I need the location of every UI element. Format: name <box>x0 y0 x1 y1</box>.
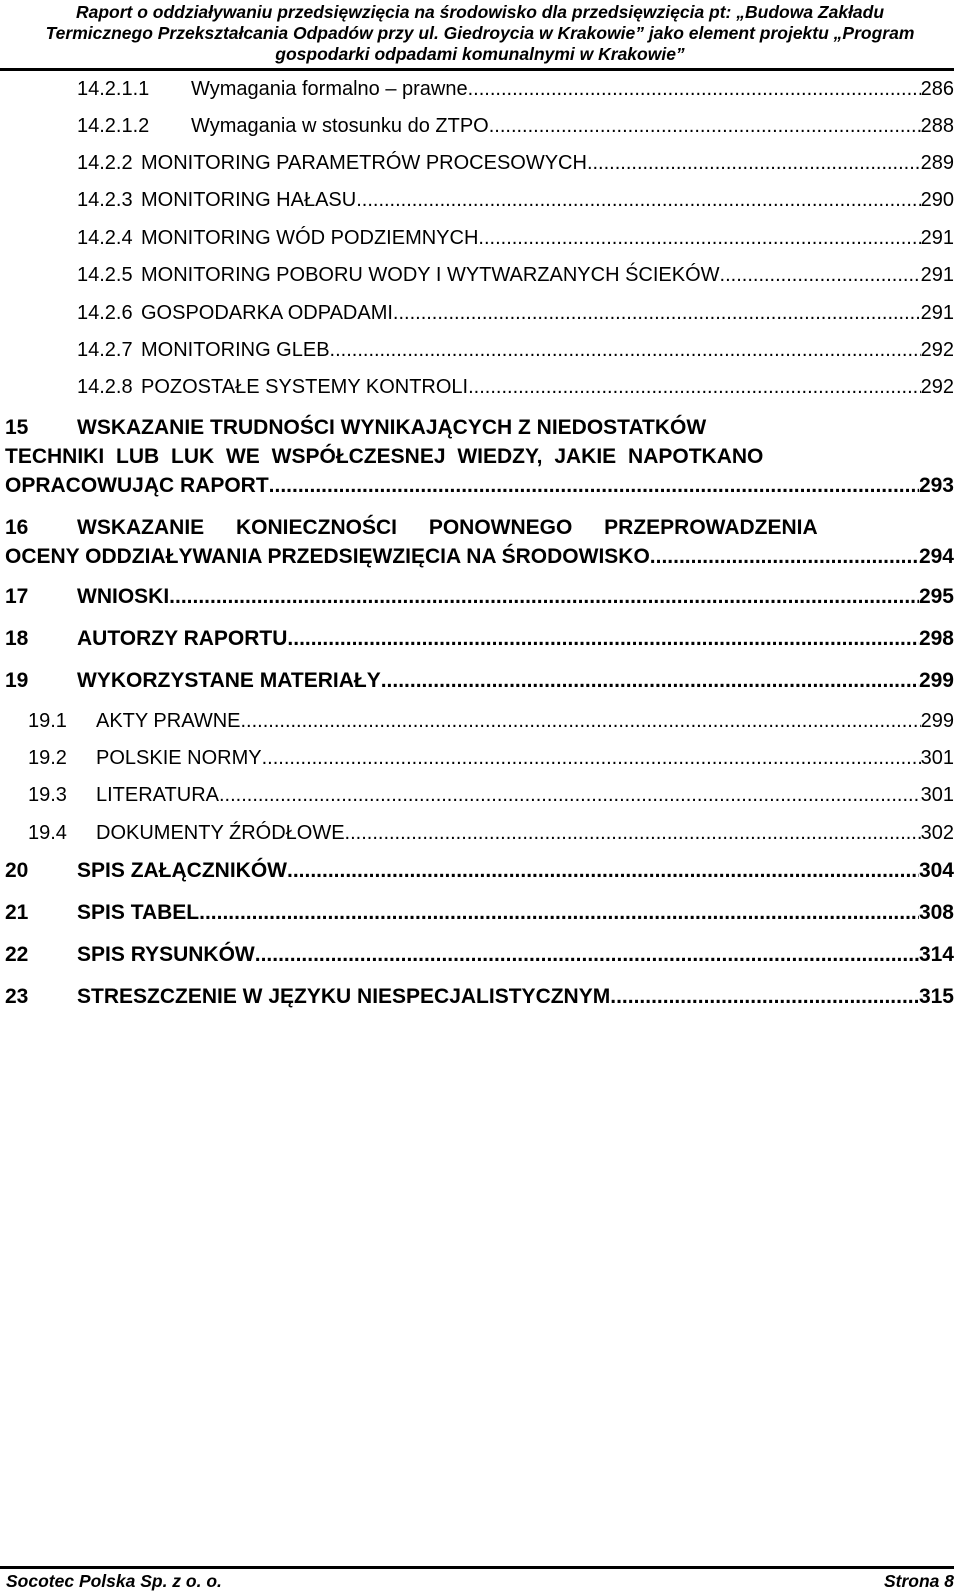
toc-entry[interactable] <box>0 114 954 138</box>
dot-leader <box>287 624 919 653</box>
dot-leader <box>269 471 919 500</box>
toc-entry-title: STRESZCZENIE W JĘZYKU NIESPECJALISTYCZNYM <box>77 985 611 1008</box>
dot-leader <box>169 582 919 611</box>
toc-entry-page: 301 <box>920 747 954 769</box>
toc-entry-number: 18 <box>5 627 29 650</box>
dot-leader <box>478 226 920 250</box>
toc-entry-number: 19.2 <box>28 747 67 769</box>
toc-entry-number: 19 <box>5 669 29 692</box>
toc-entry[interactable] <box>0 513 954 571</box>
page-footer <box>6 1571 954 1592</box>
header-line-2: Termicznego Przekształcania Odpadów przy ul. Giedroycia w Krakowie” jako element projektu „Program <box>45 23 915 43</box>
toc-entry[interactable] <box>0 624 954 653</box>
header-line-1: Raport o oddziaływaniu przedsięwzięcia na środowisko dla przedsięwzięcia pt: „Budowa Zakładu <box>75 2 885 22</box>
toc-entry-title: MONITORING GLEB <box>141 339 330 361</box>
toc-entry-title-line-1: WSKAZANIE KONIECZNOŚCI PONOWNEGO PRZEPROWADZENIA <box>77 516 818 539</box>
dot-leader <box>345 821 921 845</box>
toc-entry-title: WSKAZANIE TRUDNOŚCI WYNIKAJĄCYCH Z NIEDOSTATKÓW <box>77 416 707 439</box>
toc-entry-number: 14.2.2 <box>77 152 133 174</box>
toc-entry-number: 14.2.7 <box>77 339 133 361</box>
toc-entry[interactable] <box>0 940 954 969</box>
toc-entry[interactable] <box>0 188 954 212</box>
dot-leader <box>610 982 919 1011</box>
toc-entry-title: Wymagania w stosunku do ZTPO <box>191 115 489 137</box>
toc-entry-page: 291 <box>920 302 954 324</box>
toc-entry-title: AKTY PRAWNE <box>96 710 241 732</box>
toc-entry-page: 289 <box>920 152 954 174</box>
toc-entry-page: 295 <box>918 585 954 608</box>
footer-company: Socotec Polska Sp. z o. o. <box>6 1571 222 1591</box>
toc-entry-title: POZOSTAŁE SYSTEMY KONTROLI <box>141 376 469 398</box>
toc-entry-title: MONITORING POBORU WODY I WYTWARZANYCH ŚCIEKÓW <box>141 264 720 286</box>
dot-leader <box>287 856 919 885</box>
toc-entry-title-line-1 <box>77 413 954 442</box>
toc-entry[interactable] <box>0 746 954 770</box>
toc-entry-title: DOKUMENTY ŹRÓDŁOWE <box>96 822 345 844</box>
toc-entry-number: 22 <box>5 943 29 966</box>
header-line-3: gospodarki odpadami komunalnymi w Krakowie” <box>275 44 685 64</box>
dot-leader <box>468 77 921 101</box>
dot-leader <box>489 114 921 138</box>
toc-entry[interactable] <box>0 709 954 733</box>
toc-entry-page: 293 <box>918 474 954 497</box>
dot-leader <box>255 940 919 969</box>
dot-leader <box>240 709 920 733</box>
toc-entry[interactable] <box>0 263 954 287</box>
toc-entry-number: 14.2.3 <box>77 189 133 211</box>
toc-entry-title: POLSKIE NORMY <box>96 747 262 769</box>
toc-entry-page: 302 <box>920 822 954 844</box>
toc-entry-page: 315 <box>918 985 954 1008</box>
toc-entry-title: WYKORZYSTANE MATERIAŁY <box>77 669 381 692</box>
toc-entry-number: 19.4 <box>28 822 67 844</box>
dot-leader <box>587 151 921 175</box>
toc-entry-page: 291 <box>920 227 954 249</box>
toc-entry-title-line-3: OPRACOWUJĄC RAPORT <box>5 474 269 497</box>
toc-entry-title-line-2: OCENY ODDZIAŁYWANIA PRZEDSIĘWZIĘCIA NA ŚRODOWISKO <box>5 545 650 568</box>
toc-entry-number: 14.2.1.1 <box>77 78 150 100</box>
toc-entry[interactable] <box>0 413 954 500</box>
toc-entry-number: 19.1 <box>28 710 67 732</box>
toc-entry-page: 294 <box>918 545 954 568</box>
toc-entry[interactable] <box>0 898 954 927</box>
toc-entry[interactable] <box>0 301 954 325</box>
toc-entry-number: 17 <box>5 585 29 608</box>
toc-entry-page: 298 <box>918 627 954 650</box>
header-divider <box>0 68 954 71</box>
dot-leader <box>468 375 921 399</box>
toc-entry-page: 304 <box>918 859 954 882</box>
toc-entry-page: 286 <box>920 78 954 100</box>
toc-entry-page: 291 <box>920 264 954 286</box>
toc-entry[interactable] <box>0 783 954 807</box>
toc-entry-page: 292 <box>920 339 954 361</box>
toc-entry-title: GOSPODARKA ODPADAMI <box>141 302 393 324</box>
toc-entry-number: 20 <box>5 859 29 882</box>
toc-entry[interactable] <box>0 821 954 845</box>
dot-leader <box>356 188 920 212</box>
toc-entry-page: 288 <box>920 115 954 137</box>
toc-entry-number: 14.2.1.2 <box>77 115 150 137</box>
toc-entry[interactable] <box>0 77 954 101</box>
toc-entry-number: 14.2.6 <box>77 302 133 324</box>
toc-entry-page: 290 <box>920 189 954 211</box>
toc-entry-number: 19.3 <box>28 784 67 806</box>
dot-leader <box>381 666 919 695</box>
toc-entry-number: 14.2.4 <box>77 227 133 249</box>
dot-leader <box>720 263 921 287</box>
dot-leader <box>262 746 921 770</box>
toc-entry[interactable] <box>0 151 954 175</box>
dot-leader <box>330 338 921 362</box>
toc-entry[interactable] <box>0 666 954 695</box>
toc-entry-page: 292 <box>920 376 954 398</box>
toc-entry-number: 23 <box>5 985 29 1008</box>
toc-entry-number: 14.2.8 <box>77 376 133 398</box>
dot-leader <box>650 542 919 571</box>
toc-entry-title: MONITORING HAŁASU <box>141 189 357 211</box>
toc-entry-title: SPIS TABEL <box>77 901 200 924</box>
toc-entry-number: 16 <box>5 516 29 539</box>
toc-entry-title: SPIS ZAŁĄCZNIKÓW <box>77 859 287 882</box>
toc-entry-page: 301 <box>920 784 954 806</box>
toc-entry-page: 308 <box>918 901 954 924</box>
toc-entry-title: MONITORING PARAMETRÓW PROCESOWYCH <box>141 152 587 174</box>
toc-entry-title: Wymagania formalno – prawne <box>191 78 468 100</box>
toc-entry-number: 15 <box>5 416 29 439</box>
dot-leader <box>219 783 921 807</box>
toc-entry[interactable] <box>0 856 954 885</box>
footer-page-number: Strona 8 <box>883 1571 954 1591</box>
toc-entry[interactable] <box>0 582 954 611</box>
toc-entry-page: 299 <box>920 710 954 732</box>
toc-entry-page: 299 <box>918 669 954 692</box>
footer-divider <box>0 1566 954 1569</box>
toc-entry-title: SPIS RYSUNKÓW <box>77 943 255 966</box>
toc-entry-number: 21 <box>5 901 29 924</box>
page-header <box>0 0 960 72</box>
toc-entry-page: 314 <box>918 943 954 966</box>
toc-entry-title: WNIOSKI <box>77 585 170 608</box>
toc-entry[interactable] <box>0 982 954 1011</box>
toc-entry[interactable] <box>0 375 954 399</box>
toc-entry-number: 14.2.5 <box>77 264 133 286</box>
toc-entry-title: AUTORZY RAPORTU <box>77 627 288 650</box>
toc-entry-title-line-2: TECHNIKI LUB LUK WE WSPÓŁCZESNEJ WIEDZY, JAKIE NAPOTKANO <box>5 445 764 468</box>
dot-leader <box>393 301 921 325</box>
toc-entry[interactable] <box>0 226 954 250</box>
toc-entry-title: MONITORING WÓD PODZIEMNYCH <box>141 227 479 249</box>
toc-entry[interactable] <box>0 338 954 362</box>
toc-entry-title: LITERATURA <box>96 784 219 806</box>
dot-leader <box>199 898 919 927</box>
